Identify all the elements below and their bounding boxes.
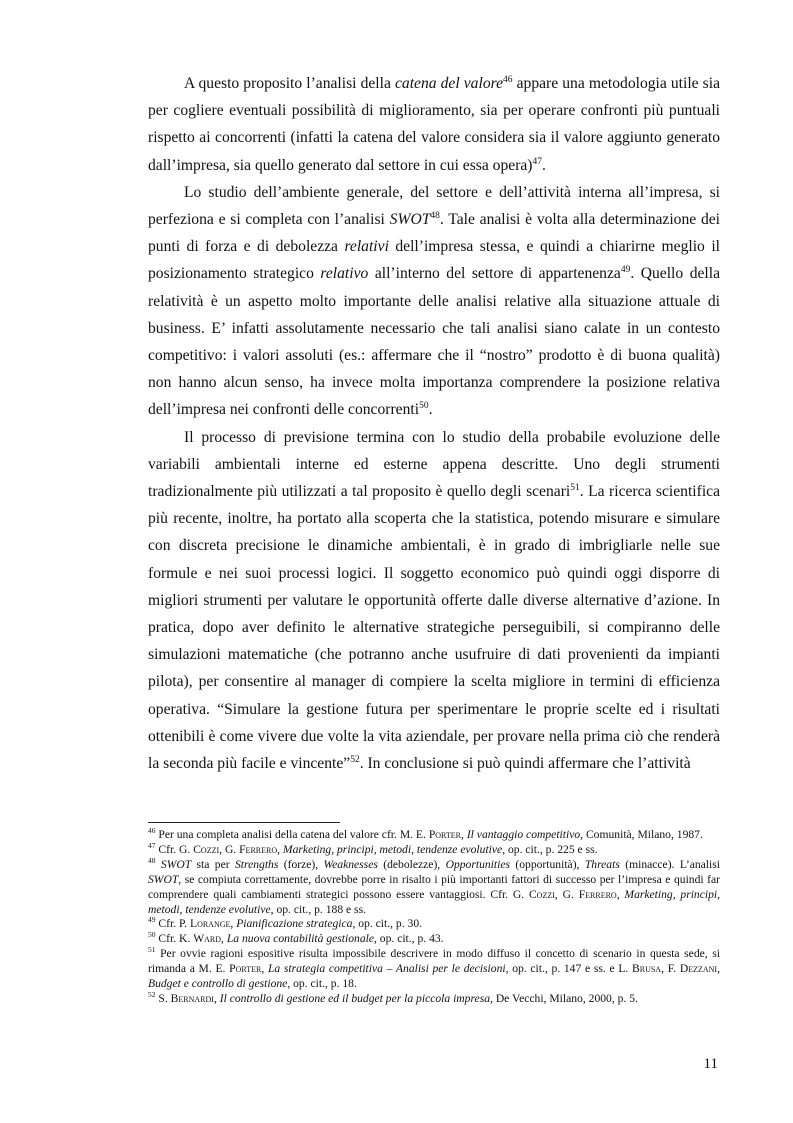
text-run: dell’impresa stessa, e quindi a chiarirne meglio il posizionamento strategico — [148, 238, 720, 283]
emphasis: SWOT — [160, 857, 192, 871]
footnote-number: 47 — [148, 841, 156, 851]
author-name: Porter — [428, 828, 462, 841]
text-run: , G. — [554, 887, 579, 901]
text-run: Cfr. K. — [155, 932, 194, 946]
text-run: , — [616, 887, 625, 901]
text-run: , G. — [219, 842, 240, 856]
text-run: A questo proposito l’analisi della — [184, 75, 395, 92]
paragraph-2 — [148, 179, 720, 424]
footnote-separator — [148, 822, 340, 823]
text-run: Cfr. P. — [155, 917, 190, 931]
footnote-number: 50 — [148, 930, 156, 940]
text-run: , — [461, 828, 467, 841]
text-run: . La ricerca scientifica più recente, inoltre, ha portato alla scoperta che la statistica, potendo misurare e simulare con discreta precisione le dinamiche ambientali, è in grado di imbrigliarle nelle sue formule e nei suoi processi logici. Il soggetto economico può quindi oggi disporre di migliori strumenti per valutare le opportunità offerte dalle diverse alternative d’azione. In pratica, dopo aver definito le alternative strategiche perseguibili, si compiranno delle simulazioni matematiche (che potranno anche usufruire di dati provenienti da impianti pilota), per consentire al manager di compiere la scelta migliore in termini di efficienza operativa. “Simulare la gestione futura per sperimentare le proprie scelte ed i risultati ottenibili è come vivere due volte la vita aziendale, per provare nella prima ciò che renderà la seconda più facile e vincente” — [148, 483, 720, 773]
book-title: Marketing, principi, metodi, tendenze evolutive — [148, 887, 721, 916]
text-run: , — [221, 932, 227, 946]
page-number: 11 — [703, 1056, 718, 1072]
book-title: Pianificazione strategica — [236, 917, 353, 931]
text-run: , op. cit., p. 18. — [287, 977, 357, 991]
author-name: Cozzi — [528, 887, 555, 901]
text-run: S. — [155, 991, 171, 1005]
text-run: , — [277, 842, 283, 856]
text-run: , — [261, 962, 268, 976]
footnote-ref-48[interactable]: 48 — [430, 210, 440, 221]
book-title: La nuova contabilità gestionale — [226, 932, 374, 946]
author-name: Ferrero — [578, 887, 617, 901]
author-name: Porter — [229, 962, 262, 976]
author-name: Ward — [193, 932, 222, 946]
author-name: Brusa — [632, 962, 662, 976]
text-run: (debolezze), — [377, 857, 446, 871]
body-text — [148, 70, 720, 777]
footnote-49 — [148, 917, 720, 932]
footnote-52 — [148, 992, 720, 1007]
text-run: Lo studio dell’ambiente generale, del settore e dell’attività interna all’impresa, si perfeziona e si completa con l’analisi — [148, 183, 720, 229]
emphasis: SWOT — [389, 211, 431, 229]
footnote-number: 51 — [148, 945, 156, 955]
emphasis: catena del valore — [394, 75, 504, 92]
footnote-ref-52[interactable]: 52 — [350, 754, 360, 765]
text-run: , — [230, 917, 237, 931]
footnote-ref-47[interactable]: 47 — [532, 156, 542, 167]
text-run: . In conclusione si può quindi affermare che l’attività — [359, 755, 691, 773]
emphasis: relativi — [344, 238, 389, 256]
footnote-number: 52 — [148, 990, 156, 1000]
footnote-number: 46 — [148, 826, 156, 836]
author-name: Bernardi — [170, 991, 214, 1005]
author-name: Lorange — [189, 917, 231, 931]
footnotes — [148, 828, 720, 1007]
text-run: (opportunità), — [510, 857, 585, 871]
paragraph-1 — [148, 70, 720, 179]
text-run: Il processo di previsione termina con lo studio della probabile evoluzione delle variabili ambientali interne ed esterne appena descritte. Uno degli strumenti tradizionalmente più utilizzati a tal proposito è quello degli scenari — [148, 428, 720, 501]
footnote-51 — [148, 947, 720, 992]
footnote-46 — [148, 828, 720, 843]
emphasis: Strengths — [234, 857, 279, 871]
author-name: Dezzani — [679, 962, 718, 976]
text-run: sta per — [191, 857, 235, 871]
paragraph-3 — [148, 424, 720, 778]
footnote-ref-51[interactable]: 51 — [570, 482, 580, 493]
text-run: . Tale analisi è volta alla determinazione dei punti di forza e di debolezza — [148, 211, 721, 256]
text-run: all’interno del settore di appartenenza — [368, 265, 621, 283]
text-run: , F. — [661, 962, 680, 976]
text-run: , Comunità, Milano, 1987. — [580, 828, 703, 841]
book-title: Il vantaggio competitivo — [466, 828, 581, 841]
footnote-ref-50[interactable]: 50 — [419, 401, 429, 412]
text-run: appare una metodologia utile sia per cogliere eventuali possibilità di miglioramento, sia per operare confronti più puntuali rispetto ai concorrenti (infatti la catena del valore considera sia il valore aggiunto generato dall’impresa, sia quello generato dal settore in cui essa opera) — [148, 75, 720, 174]
emphasis: SWOT — [148, 872, 179, 886]
book-title: Marketing, principi, metodi, tendenze evolutive — [282, 842, 503, 856]
text-run: , op. cit., p. 30. — [352, 917, 423, 931]
emphasis: relativo — [320, 265, 369, 283]
text-run: . — [428, 401, 433, 419]
text-run: , se compiuta correttamente, dovrebbe porre in risalto i più importanti fattori di successo per l’impresa e quindi far comprendere quali cambiamenti strategici possono essere vantaggiosi. Cfr. G. — [148, 872, 720, 901]
author-name: Cozzi — [193, 842, 220, 856]
author-name: Ferrero — [239, 842, 278, 856]
footnote-48 — [148, 855, 721, 918]
book-title: Il controllo di gestione ed il budget per la piccola impresa — [219, 991, 491, 1005]
text-run: Per ovvie ragioni espositive risulta impossibile descrivere in modo diffuso il concetto di scenario in questa sede, si rimanda a M. E. — [148, 947, 720, 976]
text-run: , op. cit., p. 147 e ss. e L. — [505, 962, 633, 976]
text-run: , — [717, 962, 720, 976]
emphasis: Weaknesses — [323, 857, 378, 871]
text-run: , op. cit., p. 188 e ss. — [270, 902, 366, 916]
footnote-ref-46[interactable]: 46 — [503, 74, 513, 85]
text-run: . Quello della relatività è un aspetto molto importante delle analisi relative alla situazione attuale di business. E’ infatti assolutamente necessario che tali analisi siano calate in un contesto competitivo: i valori assoluti (es.: affermare che il “nostro” prodotto è di buona qualità) non hanno alcun senso, ha invece molta importanza comprendere la posizione relativa dell’impresa nei confronti delle concorrenti — [148, 265, 720, 419]
text-run: Per una completa analisi della catena del valore cfr. M. E. — [155, 828, 429, 841]
text-run: , op. cit., p. 225 e ss. — [502, 842, 598, 856]
text-run: , — [213, 991, 220, 1005]
text-run: (minacce). L’analisi — [619, 857, 720, 871]
text-run: . — [542, 156, 546, 174]
emphasis: Opportunities — [445, 857, 510, 871]
footnote-47 — [148, 843, 720, 858]
footnote-ref-49[interactable]: 49 — [620, 265, 631, 276]
book-title: La strategia competitiva – Analisi per le decisioni — [267, 962, 506, 976]
text-run: , De Vecchi, Milano, 2000, p. 5. — [490, 991, 638, 1005]
footnote-number: 48 — [148, 855, 156, 865]
emphasis: Threats — [584, 857, 620, 871]
footnote-50 — [148, 932, 720, 947]
footnote-number: 49 — [148, 915, 156, 925]
text-run: Cfr. G. — [155, 842, 194, 856]
text-run: , op. cit., p. 43. — [374, 932, 444, 946]
text-run: (forze), — [278, 857, 324, 871]
book-title: Budget e controllo di gestione — [148, 977, 288, 991]
